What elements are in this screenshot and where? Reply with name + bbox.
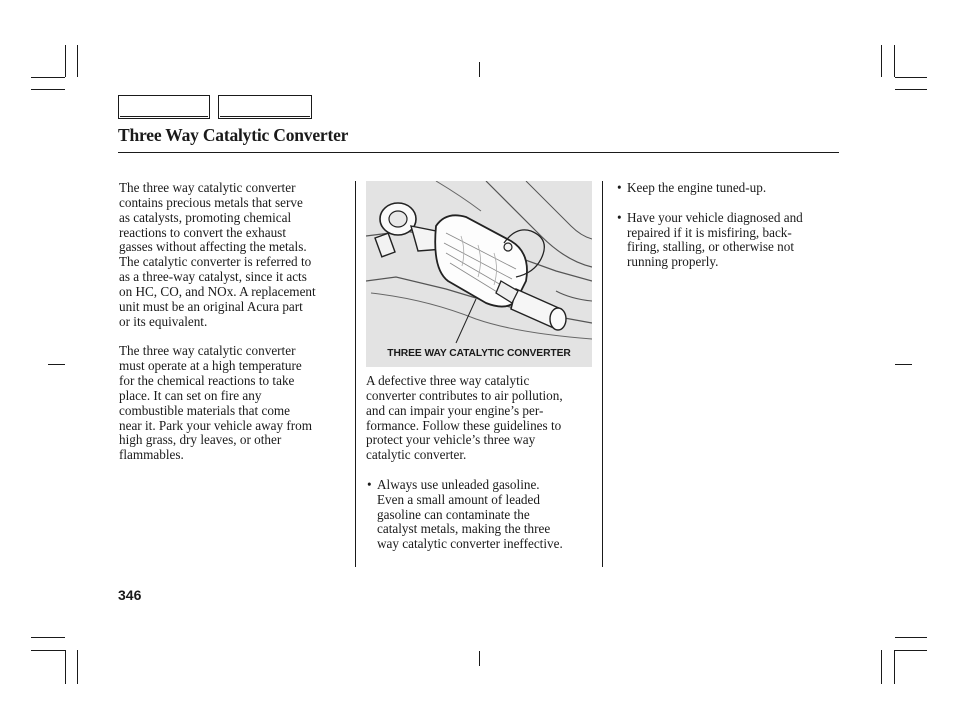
text-line: near it. Park your vehicle away from bbox=[119, 417, 312, 433]
crop-mark bbox=[31, 650, 65, 651]
crop-mark bbox=[895, 89, 927, 90]
figure-caption: THREE WAY CATALYTIC CONVERTER bbox=[387, 348, 571, 359]
text-line: for the chemical reactions to take bbox=[119, 372, 295, 388]
crop-mark bbox=[31, 637, 65, 638]
text-line: must operate at a high temperature bbox=[119, 358, 302, 374]
text-line: running properly. bbox=[627, 254, 719, 270]
crop-mark bbox=[895, 364, 912, 365]
text-line: The catalytic converter is referred to bbox=[119, 254, 312, 270]
column-divider bbox=[355, 181, 356, 567]
catalytic-converter-illustration bbox=[366, 181, 592, 367]
text-line: catalytic converter. bbox=[366, 447, 467, 463]
text-line: Always use unleaded gasoline. bbox=[377, 476, 540, 492]
crop-mark bbox=[894, 650, 895, 684]
text-line: The three way catalytic converter bbox=[119, 343, 296, 359]
list-item-text bbox=[627, 181, 846, 196]
text-line: flammables. bbox=[119, 447, 184, 463]
bullet-marker: • bbox=[617, 209, 622, 225]
header-tab-box bbox=[218, 95, 312, 119]
text-line: contains precious metals that serve bbox=[119, 194, 303, 210]
text-line: A defective three way catalytic bbox=[366, 373, 530, 388]
text-line: place. It can set on fire any bbox=[119, 387, 262, 403]
column-divider bbox=[602, 181, 603, 567]
text-line: unit must be an original Acura part bbox=[119, 298, 303, 314]
list-item-text bbox=[377, 478, 598, 552]
list-item bbox=[366, 478, 598, 552]
guideline-list bbox=[616, 181, 846, 270]
text-line: firing, stalling, or otherwise not bbox=[627, 239, 795, 255]
catalytic-converter-figure bbox=[366, 181, 592, 367]
bullet-marker: • bbox=[617, 180, 622, 195]
crop-mark bbox=[881, 45, 882, 77]
text-line: way catalytic converter ineffective. bbox=[377, 536, 563, 552]
text-line: The three way catalytic converter bbox=[119, 180, 296, 195]
text-line: catalyst metals, making the three bbox=[377, 521, 551, 537]
crop-mark bbox=[895, 650, 927, 651]
text-line: gasses without affecting the metals. bbox=[119, 239, 307, 255]
bullet-marker: • bbox=[367, 476, 372, 492]
list-item bbox=[616, 211, 846, 270]
crop-mark bbox=[65, 45, 66, 77]
text-line: Keep the engine tuned-up. bbox=[627, 180, 767, 195]
list-item-text bbox=[627, 211, 846, 270]
text-line: Have your vehicle diagnosed and bbox=[627, 209, 803, 225]
text-line: or its equivalent. bbox=[119, 313, 208, 329]
crop-mark bbox=[65, 650, 66, 684]
paragraph-defective-converter bbox=[366, 374, 598, 463]
header-tab-box bbox=[118, 95, 210, 119]
text-line: and can impair your engine’s per- bbox=[366, 402, 544, 418]
text-line: as catalysts, promoting chemical bbox=[119, 209, 292, 225]
text-line: protect your vehicle’s three way bbox=[366, 432, 536, 448]
list-item bbox=[616, 181, 846, 196]
column-left bbox=[119, 181, 351, 463]
title-rule bbox=[118, 152, 839, 153]
crop-mark bbox=[894, 45, 895, 77]
text-line: as a three-way catalyst, since it acts bbox=[119, 269, 307, 285]
column-middle bbox=[366, 374, 598, 552]
text-line: gasoline can contaminate the bbox=[377, 506, 530, 522]
page-title: Three Way Catalytic Converter bbox=[118, 125, 349, 145]
crop-mark bbox=[479, 62, 480, 77]
crop-mark bbox=[77, 650, 78, 684]
crop-mark bbox=[77, 45, 78, 77]
text-line: combustible materials that come bbox=[119, 402, 291, 418]
page-number: 346 bbox=[118, 587, 142, 603]
crop-mark bbox=[895, 77, 927, 78]
text-line: converter contributes to air pollution, bbox=[366, 387, 563, 403]
paragraph-catalyst-description bbox=[119, 181, 351, 329]
crop-mark bbox=[895, 637, 927, 638]
text-line: reactions to convert the exhaust bbox=[119, 224, 286, 240]
text-line: repaired if it is misfiring, back- bbox=[627, 224, 792, 240]
crop-mark bbox=[31, 89, 65, 90]
text-line: Even a small amount of leaded bbox=[377, 491, 540, 507]
guideline-list bbox=[366, 478, 598, 552]
crop-mark bbox=[479, 651, 480, 666]
column-right bbox=[616, 181, 846, 270]
text-line: high grass, dry leaves, or other bbox=[119, 432, 282, 448]
paragraph-temperature-warning bbox=[119, 344, 351, 463]
text-line: formance. Follow these guidelines to bbox=[366, 417, 562, 433]
crop-mark bbox=[881, 650, 882, 684]
text-line: on HC, CO, and NOx. A replacement bbox=[119, 283, 316, 299]
crop-mark bbox=[48, 364, 65, 365]
crop-mark bbox=[31, 77, 65, 78]
